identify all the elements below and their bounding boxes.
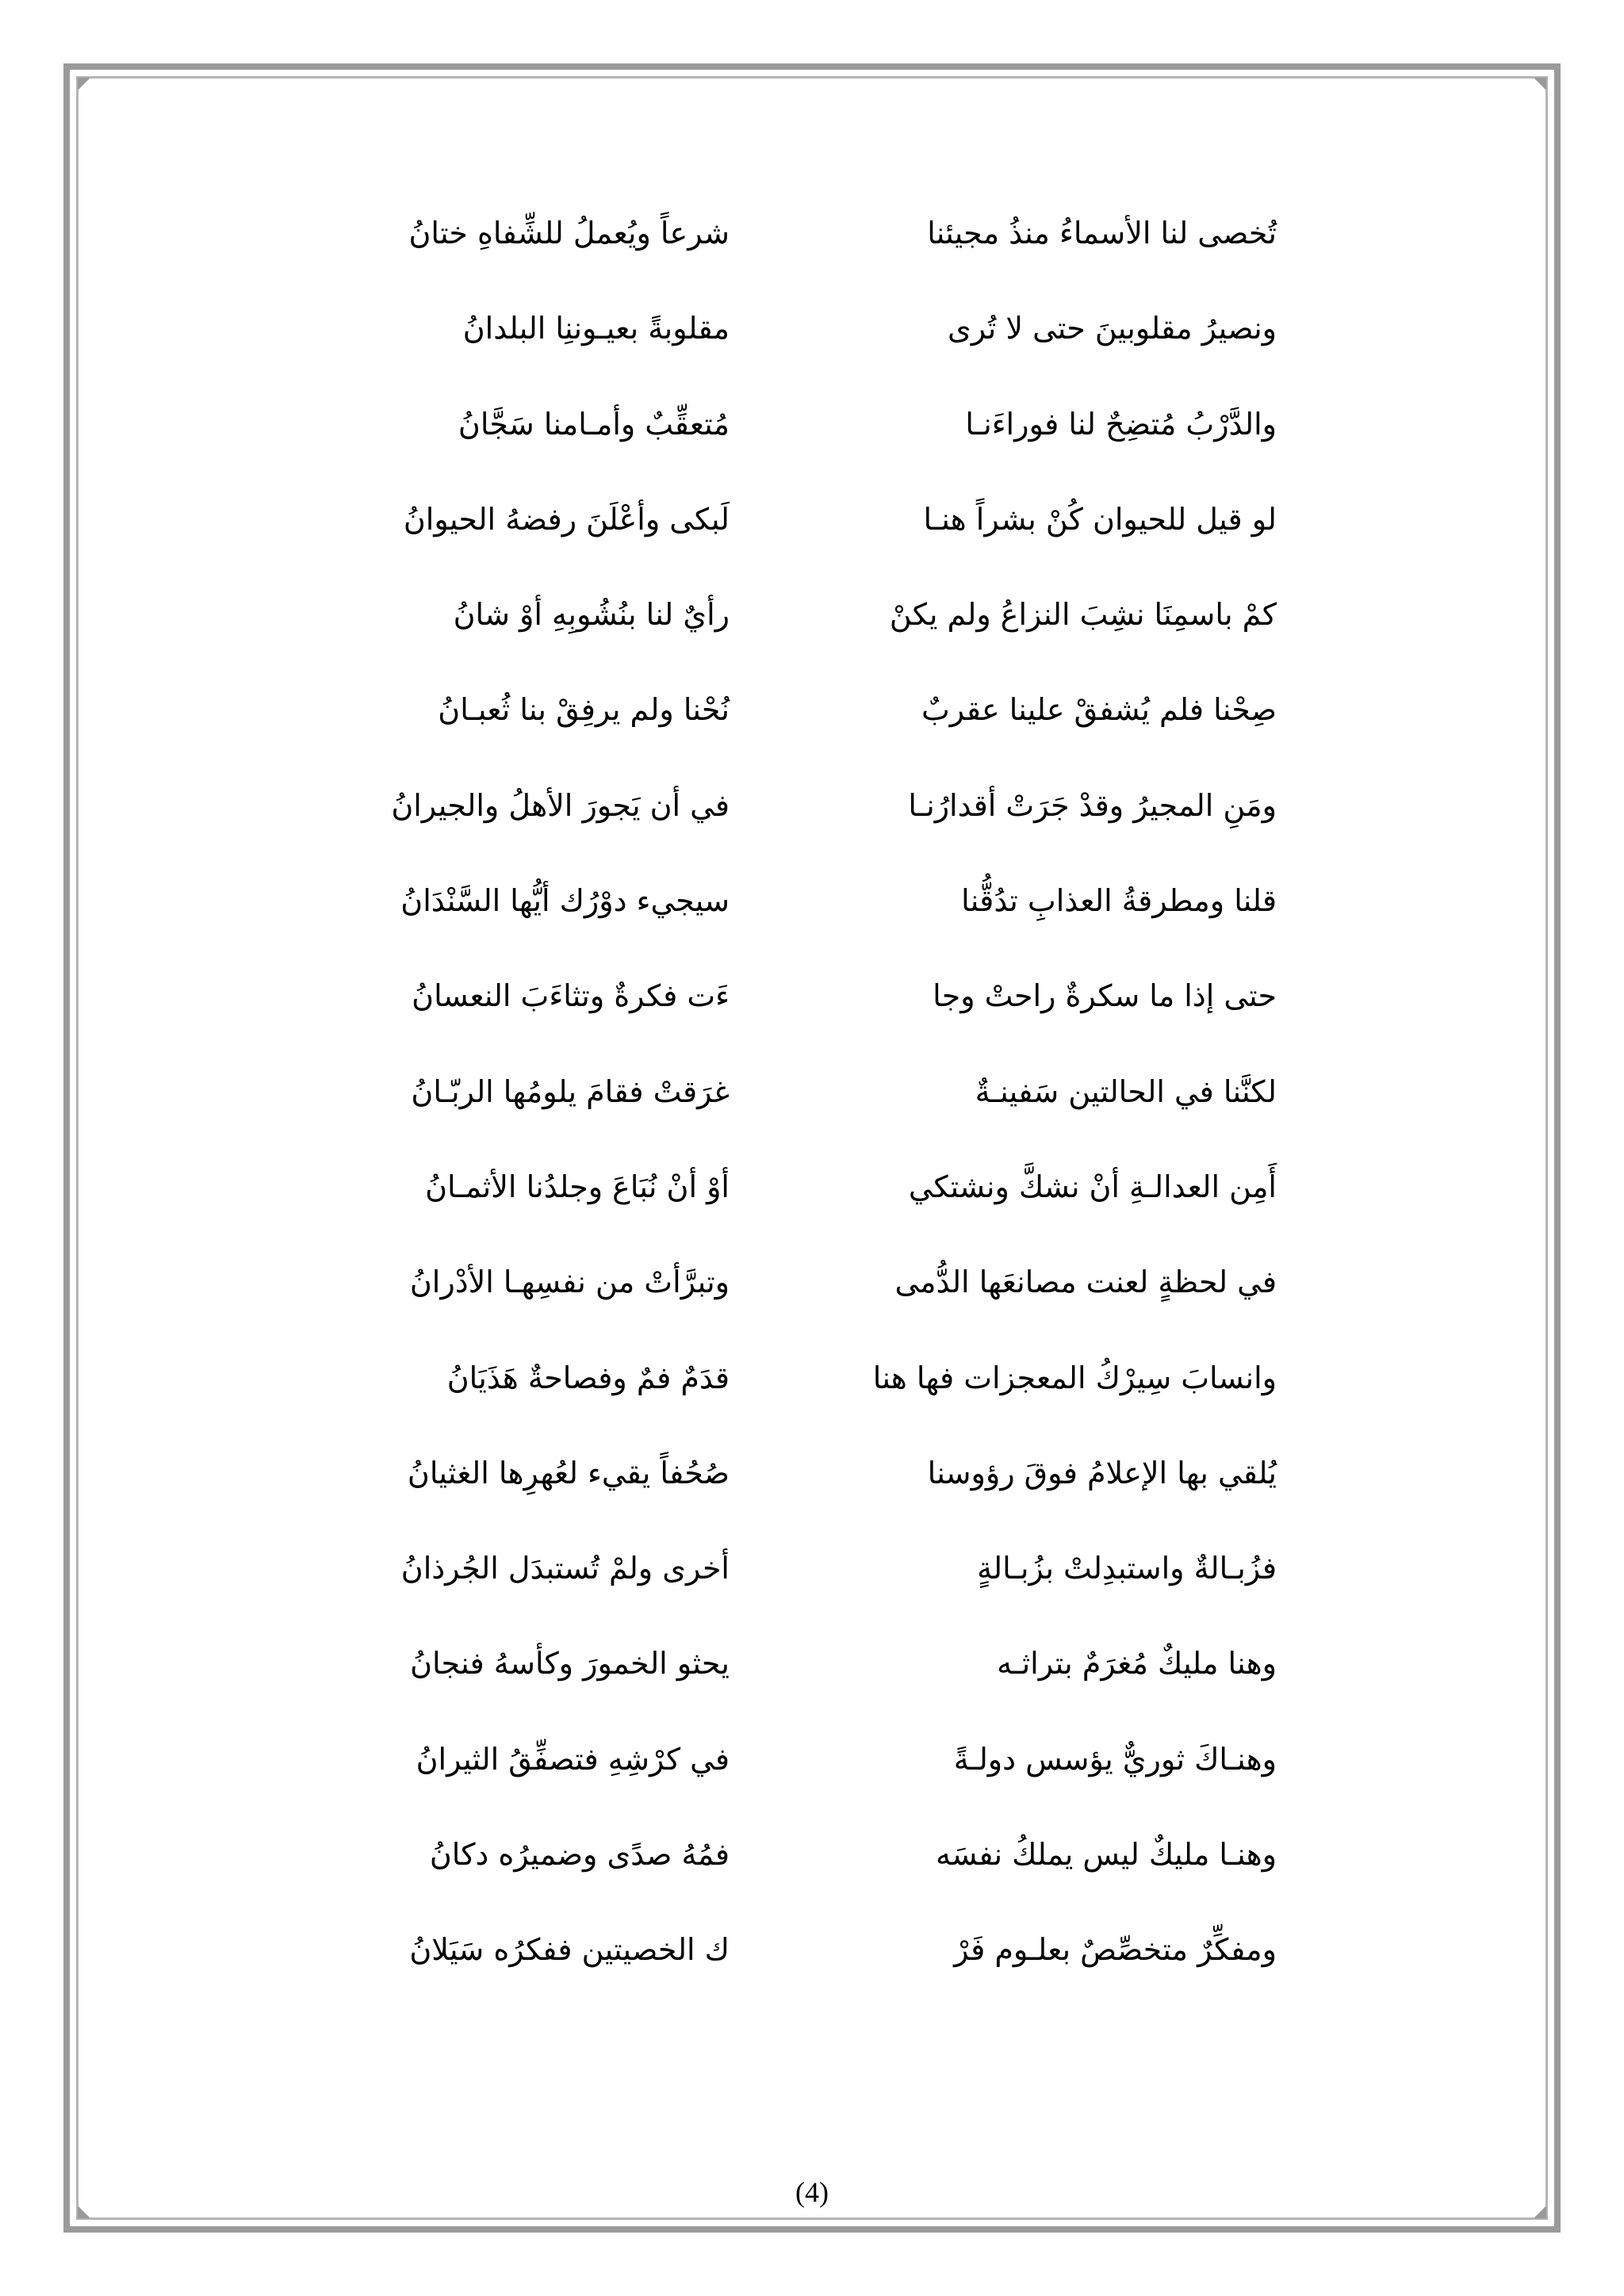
verse-second-hemistich: نُحْنا ولم يرفِقْ بنا ثُعبـانُ xyxy=(438,692,730,728)
corner-ornament-top-left xyxy=(78,78,90,90)
verse-first-hemistich: لكنَّنا في الحالتين سَفينـةٌ xyxy=(975,1073,1277,1109)
verse xyxy=(365,970,1277,1066)
verse-second-hemistich: أوْ أنْ نُبَاعَ وجلدُنا الأثمـانُ xyxy=(425,1169,730,1204)
verse-second-hemistich: مقلوبةً بعيـوننِا البلدانُ xyxy=(462,311,730,346)
verse-second-hemistich: في أن يَجورَ الأهلُ والجيرانُ xyxy=(391,787,730,823)
verse xyxy=(365,303,1277,398)
verse-second-hemistich: ءَت فكرةٌ وتثاءَبَ النعسانُ xyxy=(412,978,730,1014)
verse xyxy=(365,1257,1277,1352)
verse xyxy=(365,399,1277,494)
verse-second-hemistich: وتبرَّأتْ من نفسِهـا الأدْرانُ xyxy=(409,1265,730,1300)
verse-first-hemistich: يُلقي بها الإعلامُ فوقَ رؤوسنا xyxy=(927,1455,1277,1490)
verse xyxy=(365,1829,1277,1924)
verse xyxy=(365,1448,1277,1543)
verse-second-hemistich: ك الخصيتين ففكرُه سَيَلانُ xyxy=(409,1932,730,1968)
corner-ornament-top-right xyxy=(1534,78,1546,90)
verse-first-hemistich: وهنـاكَ ثوريٌّ يؤسس دولـةً xyxy=(953,1741,1277,1777)
verse-first-hemistich: أَمِن العدالـةِ أنْ نشكَّ ونشتكي xyxy=(908,1169,1277,1204)
page-number: (4) xyxy=(795,2176,829,2208)
verse xyxy=(365,1066,1277,1161)
verse-second-hemistich: غرَقتْ فقامَ يلومُها الربّـانُ xyxy=(411,1073,730,1109)
verse-first-hemistich: ونصيرُ مقلوبينَ حتى لا تُرى xyxy=(948,311,1277,346)
verse-second-hemistich: مُتعقِّبٌ وأمـامنا سَجَّانُ xyxy=(458,406,730,442)
verse-first-hemistich: في لحظةٍ لعنت مصانعَها الدُّمى xyxy=(894,1265,1277,1300)
verse-first-hemistich: كمْ باسمِنَا نشِبَ النزاعُ ولم يكنْ xyxy=(889,597,1277,633)
verse-first-hemistich: ومَنِ المجيرُ وقدْ جَرَتْ أقدارُنـا xyxy=(908,787,1277,823)
verse xyxy=(365,875,1277,970)
verse-first-hemistich: وهنـا مليكٌ ليس يملكُ نفسَه xyxy=(935,1837,1277,1873)
verse xyxy=(365,1734,1277,1829)
verse xyxy=(365,494,1277,589)
poem xyxy=(365,208,1277,2020)
verse-second-hemistich: قدَمٌ فمٌ وفصاحةٌ هَذَيَانُ xyxy=(446,1360,730,1395)
verse-second-hemistich: فمُهُ صدًى وضميرُه دكانُ xyxy=(429,1837,730,1873)
verse-first-hemistich: صِحْنا فلم يُشفقْ علينا عقربٌ xyxy=(921,692,1277,728)
verse-first-hemistich: وهنا مليكٌ مُغرَمٌ بتراثـه xyxy=(997,1646,1277,1682)
verse-first-hemistich: وانسابَ سِيرْكُ المعجزات فها هنا xyxy=(872,1360,1277,1395)
verse xyxy=(365,780,1277,875)
verse-first-hemistich: ومفكِّرٌ متخصِّصٌ بعلـوم فَرْ xyxy=(954,1932,1277,1968)
verse-second-hemistich: شرعاً ويُعملُ للشِّفاهِ ختانُ xyxy=(408,216,730,251)
verse-second-hemistich: يحثو الخمورَ وكأسهُ فنجانُ xyxy=(410,1646,730,1682)
verse-first-hemistich: والدَّرْبُ مُتضِحٌ لنا فوراءَنـا xyxy=(965,406,1277,442)
verse-second-hemistich: لَبكى وأعْلَنَ رفضهُ الحيوانُ xyxy=(403,501,730,537)
verse-first-hemistich: تُخصى لنا الأسماءُ منذُ مجيئنا xyxy=(927,216,1277,251)
verse-first-hemistich: لو قيل للحيوان كُنْ بشراً هنـا xyxy=(923,501,1277,537)
verse-first-hemistich: قلنا ومطرقةُ العذابِ تدُقُّنا xyxy=(961,883,1277,919)
verse xyxy=(365,1638,1277,1733)
verse-second-hemistich: صُحُفاً يقيء لعُهرِها الغثيانُ xyxy=(407,1455,730,1490)
verse xyxy=(365,589,1277,684)
verse-second-hemistich: أخرى ولمْ تُستبدَل الجُرذانُ xyxy=(400,1551,730,1586)
verse-second-hemistich: رأيٌ لنا بنُشُوبِهِ أوْ شانُ xyxy=(453,597,730,633)
verse-first-hemistich: حتى إذا ما سكرةٌ راحتْ وجا xyxy=(933,978,1277,1014)
verse-first-hemistich: فزُبـالةٌ واستبدِلتْ بزُبـالةٍ xyxy=(977,1551,1277,1586)
verse xyxy=(365,1353,1277,1448)
verse xyxy=(365,1543,1277,1638)
verse-second-hemistich: في كرْشِهِ فتصفِّقُ الثيرانُ xyxy=(416,1741,730,1777)
verse-second-hemistich: سيجيء دوْرُك أيُّها السَّنْدَانُ xyxy=(400,883,730,919)
verse xyxy=(365,1161,1277,1257)
verse xyxy=(365,684,1277,779)
verse xyxy=(365,1924,1277,2019)
verse xyxy=(365,208,1277,303)
